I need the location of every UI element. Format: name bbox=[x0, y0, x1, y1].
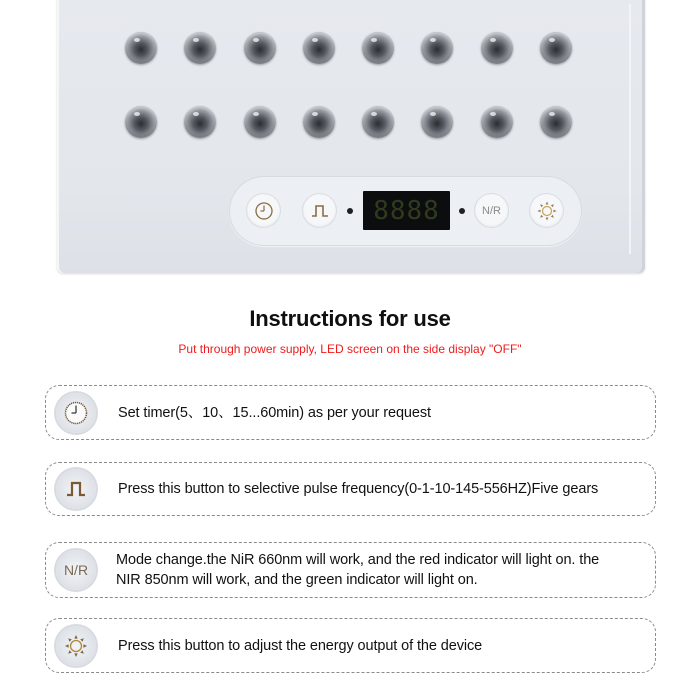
display-digits: 8888 bbox=[373, 195, 440, 226]
device-panel bbox=[57, 0, 645, 273]
control-panel bbox=[229, 176, 582, 246]
led-bulb bbox=[184, 32, 216, 64]
power-note: Put through power supply, LED screen on the side display "OFF" bbox=[178, 342, 522, 356]
mode-button[interactable] bbox=[475, 194, 508, 227]
instruction-mode bbox=[45, 542, 656, 598]
led-bulb bbox=[362, 32, 394, 64]
instruction-text: Press this button to selective pulse frequency(0-1-10-145-556HZ)Five gears bbox=[118, 481, 599, 497]
sun-brightness-icon bbox=[56, 626, 96, 666]
clock-icon bbox=[254, 201, 274, 221]
pulse-button[interactable] bbox=[303, 194, 336, 227]
led-display bbox=[363, 191, 450, 230]
red-indicator-dot bbox=[347, 208, 353, 214]
page-title: Instructions for use bbox=[249, 306, 451, 331]
led-bulb bbox=[184, 106, 216, 138]
green-indicator-dot bbox=[459, 208, 465, 214]
led-bulb bbox=[303, 32, 335, 64]
pulse-wave-icon bbox=[56, 469, 96, 509]
led-bulb bbox=[362, 106, 394, 138]
sun-brightness-icon bbox=[536, 200, 558, 222]
instruction-pulse bbox=[45, 462, 656, 516]
led-bulb bbox=[303, 106, 335, 138]
led-bulb bbox=[244, 32, 276, 64]
led-bulb bbox=[125, 32, 157, 64]
instruction-energy bbox=[45, 618, 656, 673]
led-bulb bbox=[244, 106, 276, 138]
pulse-wave-icon bbox=[310, 203, 330, 219]
led-bulb bbox=[540, 32, 572, 64]
led-bulb bbox=[421, 106, 453, 138]
instruction-text: Press this button to adjust the energy output of the device bbox=[118, 637, 483, 654]
led-bulb bbox=[125, 106, 157, 138]
nr-text-icon: N/R bbox=[482, 204, 501, 217]
instruction-timer bbox=[45, 385, 656, 440]
timer-button[interactable] bbox=[247, 194, 280, 227]
energy-button[interactable] bbox=[530, 194, 563, 227]
led-bulb bbox=[421, 32, 453, 64]
instruction-text: Set timer(5、10、15...60min) as per your request bbox=[118, 404, 431, 421]
instruction-text: Mode change.the NiR 660nm will work, and the red indicator will light on. the NIR 850nm will work, and the green indicator will light on. bbox=[116, 552, 600, 588]
clock-icon bbox=[56, 393, 96, 433]
led-bulb bbox=[481, 106, 513, 138]
led-bulb bbox=[540, 106, 572, 138]
nr-text-icon: N/R bbox=[56, 550, 96, 590]
led-bulb bbox=[481, 32, 513, 64]
